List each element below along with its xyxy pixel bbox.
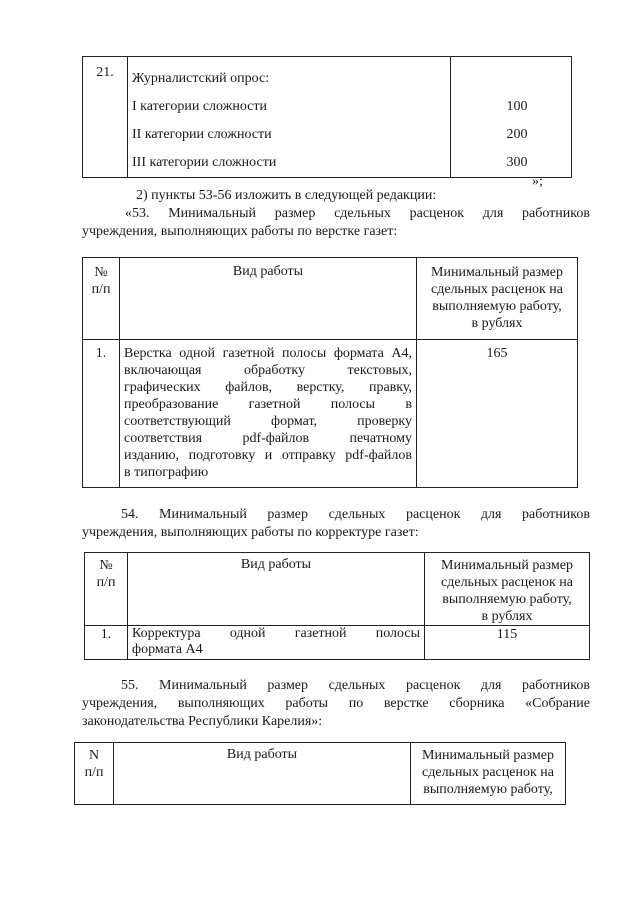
paragraph-55-line1: 55. Минимальный размер сдельных расценок для работников: [121, 678, 590, 693]
table-55: [74, 742, 566, 805]
table53-row-work: Верстка одной газетной полосы формата А4, включающая обработку текстовых, графических файлов, верстку, правку, преобразование газетной полосы в соответствующий формат, проверку соответствия pdf-файлов печатному изданию, подготовку и отправку pdf-файлов в типографию: [120, 340, 417, 488]
table55-header-min: Минимальный размер сдельных расценок на выполняемую работу,: [411, 743, 566, 805]
table21-label-cell: [128, 57, 451, 178]
table21-row-value: 200: [506, 127, 528, 142]
table54-header-work: Вид работы: [128, 553, 425, 626]
table21-row-label: I категории сложности: [132, 99, 268, 114]
table54-row-value: 115: [425, 626, 590, 660]
table55-header-num: N п/п: [75, 743, 114, 805]
table53-row-num: 1.: [83, 340, 120, 488]
table54-row-num: 1.: [85, 626, 128, 660]
table53-header-min: Минимальный размер сдельных расценок на выполняемую работу, в рублях: [417, 258, 578, 340]
table54-header-min: Минимальный размер сдельных расценок на выполняемую работу, в рублях: [425, 553, 590, 626]
table-item-21: [82, 56, 572, 178]
closing-quote: »;: [532, 174, 543, 189]
paragraph-53-line2: учреждения, выполняющих работы по верстке газет:: [82, 224, 398, 239]
table53-header-work: Вид работы: [120, 258, 417, 340]
table21-num-cell: [83, 57, 128, 178]
table21-value-cell: [451, 57, 572, 178]
table-54: [84, 552, 590, 660]
table54-row-work: Корректура одной газетной полосы формата А4: [128, 626, 425, 660]
table53-header-num: № п/п: [83, 258, 120, 340]
paragraph-53-line1: «53. Минимальный размер сдельных расценок для работников: [125, 206, 590, 221]
paragraph-54-line2: учреждения, выполняющих работы по корректуре газет:: [82, 525, 419, 540]
paragraph-55-line3: законодательства Республики Карелия»:: [82, 714, 323, 729]
paragraph-2: 2) пункты 53-56 изложить в следующей редакции:: [136, 188, 437, 203]
table21-row-value: 300: [506, 155, 528, 170]
table53-row-value: 165: [417, 340, 578, 488]
table21-num: 21.: [96, 65, 114, 80]
table21-row-value: 100: [506, 99, 528, 114]
table-row: [83, 340, 578, 488]
table21-row-label: III категории сложности: [132, 155, 277, 170]
table-53: [82, 257, 578, 488]
table55-header-work: Вид работы: [114, 743, 411, 805]
table54-header-num: № п/п: [85, 553, 128, 626]
paragraph-54-line1: 54. Минимальный размер сдельных расценок для работников: [121, 507, 590, 522]
table21-row-label: II категории сложности: [132, 127, 272, 142]
paragraph-55-line2: учреждения, выполняющих работы по верстке сборника «Собрание: [82, 696, 590, 711]
table-row: [85, 626, 590, 660]
table21-title: Журналистский опрос:: [132, 71, 270, 86]
